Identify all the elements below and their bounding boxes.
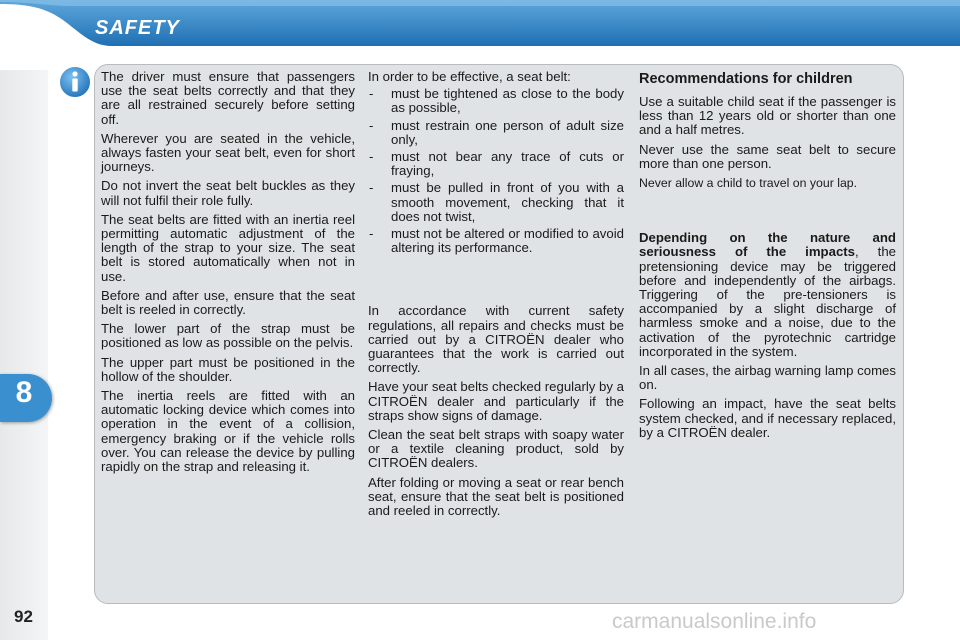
page-number: 92	[14, 607, 33, 626]
paragraph: In all cases, the airbag warning lamp comes on.	[639, 363, 896, 393]
impact-text: , the pretensioning device may be triggered before and independently of the airbags. Triggering of the pre-tensioners is accompanied by a slight discharge of harmless smoke and a noise, due to the activation of the pyrotechnic cartridge incorporated in the system.	[639, 244, 896, 359]
paragraph: Before and after use, ensure that the seat belt is reeled in correctly.	[101, 287, 355, 318]
requirements-list	[368, 87, 624, 255]
list-item: - must restrain one person of adult size only,	[368, 119, 624, 147]
paragraph: The seat belts are fitted with an inertia reel permitting automatic adjustment of the length of the strap to your size. The seat belt is stored automatically when not in use.	[101, 211, 355, 284]
paragraph: The driver must ensure that passengers use the seat belts correctly and that they are all restrained securely before setting off.	[101, 69, 355, 127]
list-item: - must not be altered or modified to avoid altering its performance.	[368, 227, 624, 255]
paragraph: The lower part of the strap must be positioned as low as possible on the pelvis.	[101, 321, 355, 351]
list-item: - must be tightened as close to the body as possible,	[368, 87, 624, 115]
section-heading: Recommendations for children	[639, 71, 853, 87]
paragraph: Use a suitable child seat if the passenger is less than 12 years old or shorter than one and a half metres.	[639, 94, 896, 138]
paragraph: Never use the same seat belt to secure more than one person.	[639, 141, 896, 171]
paragraph: The inertia reels are fitted with an automatic locking device which comes into operation in the event of a collision, emergency braking or if the vehicle rolls over. You can release the device by pulling rapidly on the strap and releasing it.	[101, 388, 355, 475]
paragraph: In accordance with current safety regulations, all repairs and checks must be carried out by a CITROËN dealer who guarantees that the work is carried out correctly.	[368, 303, 624, 376]
column-children	[639, 70, 896, 445]
paragraph: Clean the seat belt straps with soapy water or a textile cleaning product, sold by CITROËN dealers.	[368, 427, 624, 471]
watermark: carmanualsonline.info	[612, 610, 817, 633]
chapter-number: 8	[15, 376, 33, 409]
info-icon	[57, 64, 93, 100]
paragraph: Wherever you are seated in the vehicle, always fasten your seat belt, even for short journeys.	[101, 130, 355, 175]
paragraph: Do not invert the seat belt buckles as they will not fulfil their role fully.	[101, 178, 355, 208]
paragraph: Have your seat belts checked regularly by a CITROËN dealer and particularly if the straps show signs of damage.	[368, 379, 624, 423]
left-rail	[0, 70, 48, 640]
header-banner	[0, 0, 960, 46]
paragraph: The upper part must be positioned in the hollow of the shoulder.	[101, 354, 355, 384]
column-seat-belts-general	[101, 70, 355, 479]
column-seat-belt-requirements	[368, 70, 624, 523]
paragraph: Following an impact, have the seat belts system checked, and if necessary replaced, by a CITROËN dealer.	[639, 396, 896, 440]
paragraph: Never allow a child to travel on your lap.	[639, 176, 858, 191]
list-item: - must not bear any trace of cuts or fraying,	[368, 150, 624, 178]
paragraph: After folding or moving a seat or rear bench seat, ensure that the seat belt is positioned and reeled in correctly.	[368, 474, 624, 519]
list-item: - must be pulled in front of you with a smooth movement, checking that it does not twist,	[368, 181, 624, 224]
impact-paragraph	[639, 231, 896, 359]
list-intro: In order to be effective, a seat belt:	[368, 69, 571, 84]
page-title: SAFETY	[95, 17, 180, 39]
impact-lead: Depending on the nature and seriousness of the impacts	[639, 230, 896, 260]
